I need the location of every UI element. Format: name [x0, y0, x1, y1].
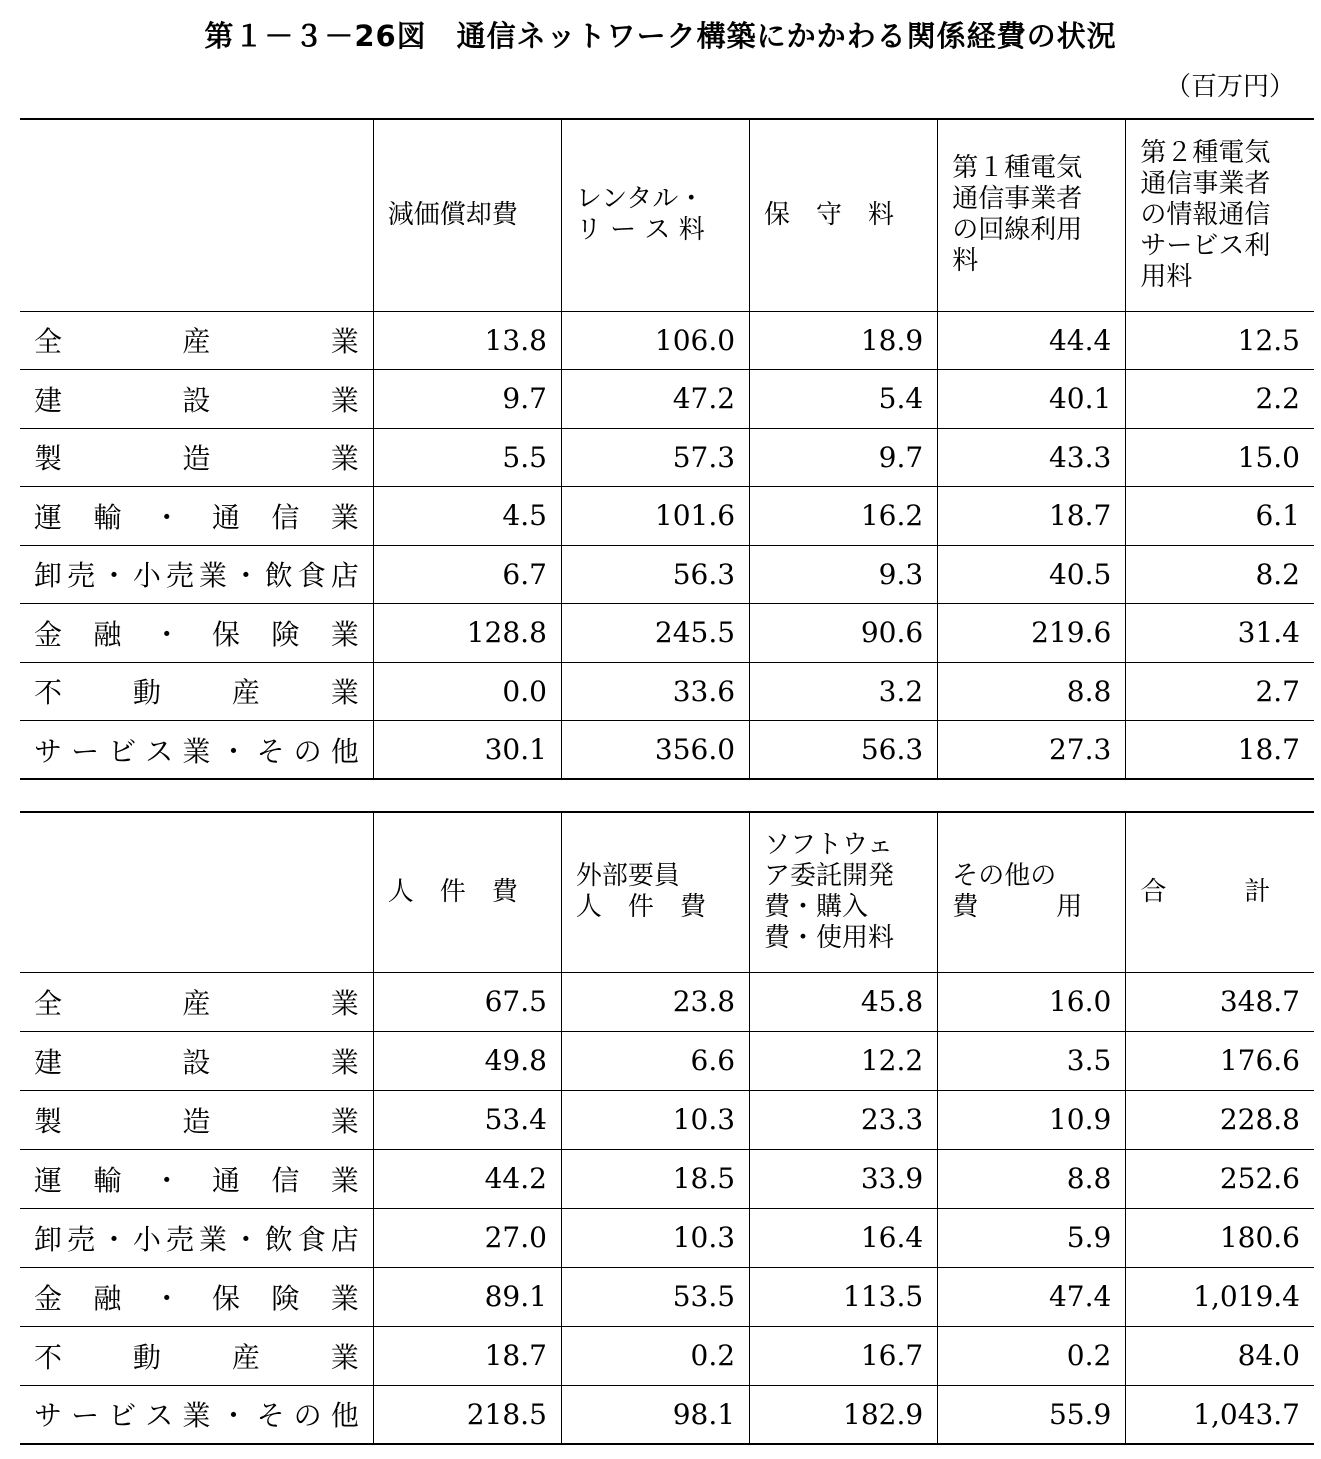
- industry-label: 製造業: [20, 1090, 373, 1149]
- value-cell: 43.3: [938, 428, 1126, 487]
- value-cell: 252.6: [1126, 1149, 1314, 1208]
- value-cell: 0.0: [373, 662, 561, 721]
- value-cell: 47.4: [938, 1267, 1126, 1326]
- industry-label: 全産業: [20, 311, 373, 370]
- value-cell: 348.7: [1126, 972, 1314, 1031]
- value-cell: 27.3: [938, 721, 1126, 780]
- value-cell: 12.2: [750, 1031, 938, 1090]
- value-cell: 356.0: [561, 721, 749, 780]
- table-row: [20, 1149, 1314, 1208]
- value-cell: 18.5: [561, 1149, 749, 1208]
- value-cell: 0.2: [561, 1326, 749, 1385]
- industry-label: 金融・保険業: [20, 604, 373, 663]
- column-header-line: ア委託開発: [764, 861, 895, 892]
- value-cell: 49.8: [373, 1031, 561, 1090]
- table-row: [20, 972, 1314, 1031]
- industry-label: 不動産業: [20, 662, 373, 721]
- value-cell: 245.5: [561, 604, 749, 663]
- value-cell: 57.3: [561, 428, 749, 487]
- table-body: [20, 311, 1314, 779]
- table-row: [20, 428, 1314, 487]
- value-cell: 8.2: [1126, 545, 1314, 604]
- value-cell: 128.8: [373, 604, 561, 663]
- column-header: [561, 119, 749, 311]
- value-cell: 5.5: [373, 428, 561, 487]
- value-cell: 18.7: [938, 487, 1126, 546]
- value-cell: 31.4: [1126, 604, 1314, 663]
- value-cell: 228.8: [1126, 1090, 1314, 1149]
- value-cell: 18.7: [373, 1326, 561, 1385]
- industry-label: 不動産業: [20, 1326, 373, 1385]
- column-header: [1126, 119, 1314, 311]
- industry-label: 運輸・通信業: [20, 487, 373, 546]
- industry-label: サービス業・その他: [20, 721, 373, 780]
- value-cell: 6.6: [561, 1031, 749, 1090]
- column-header-line: 通信事業者: [1140, 168, 1271, 199]
- value-cell: 44.2: [373, 1149, 561, 1208]
- cost-table-lower: [20, 811, 1314, 1445]
- column-header-line: サービス利: [1140, 230, 1271, 261]
- table-row: [20, 487, 1314, 546]
- value-cell: 67.5: [373, 972, 561, 1031]
- industry-label: 運輸・通信業: [20, 1149, 373, 1208]
- header-row: [20, 119, 1314, 311]
- value-cell: 12.5: [1126, 311, 1314, 370]
- table-row: [20, 311, 1314, 370]
- value-cell: 16.7: [750, 1326, 938, 1385]
- value-cell: 15.0: [1126, 428, 1314, 487]
- column-header-line: 用料: [1140, 261, 1193, 292]
- value-cell: 53.4: [373, 1090, 561, 1149]
- value-cell: 89.1: [373, 1267, 561, 1326]
- industry-label: 卸売・小売業・飲食店: [20, 1208, 373, 1267]
- value-cell: 4.5: [373, 487, 561, 546]
- value-cell: 56.3: [750, 721, 938, 780]
- column-header-line: 減価償却費: [387, 199, 518, 230]
- column-header-line: の情報通信: [1140, 199, 1271, 230]
- value-cell: 176.6: [1126, 1031, 1314, 1090]
- table-row: [20, 1031, 1314, 1090]
- value-cell: 9.3: [750, 545, 938, 604]
- table-body: [20, 972, 1314, 1444]
- table-row: [20, 1208, 1314, 1267]
- industry-label: 建設業: [20, 370, 373, 429]
- value-cell: 1,019.4: [1126, 1267, 1314, 1326]
- value-cell: 98.1: [561, 1385, 749, 1444]
- value-cell: 90.6: [750, 604, 938, 663]
- column-header-line: 合 計: [1140, 876, 1271, 907]
- table-row: [20, 1385, 1314, 1444]
- row-label-header: [20, 119, 373, 311]
- column-header: [373, 119, 561, 311]
- industry-label: 建設業: [20, 1031, 373, 1090]
- value-cell: 45.8: [750, 972, 938, 1031]
- value-cell: 18.9: [750, 311, 938, 370]
- unit-label: （百万円）: [1164, 72, 1295, 102]
- value-cell: 40.1: [938, 370, 1126, 429]
- column-header: [750, 119, 938, 311]
- industry-label: サービス業・その他: [20, 1385, 373, 1444]
- value-cell: 30.1: [373, 721, 561, 780]
- value-cell: 182.9: [750, 1385, 938, 1444]
- value-cell: 9.7: [373, 370, 561, 429]
- value-cell: 219.6: [938, 604, 1126, 663]
- column-header-line: 保 守 料: [764, 199, 895, 230]
- value-cell: 180.6: [1126, 1208, 1314, 1267]
- value-cell: 218.5: [373, 1385, 561, 1444]
- column-header-line: 人 件 費: [575, 892, 706, 923]
- value-cell: 5.9: [938, 1208, 1126, 1267]
- header-row: [20, 812, 1314, 972]
- table-row: [20, 1267, 1314, 1326]
- column-header-line: 第２種電気: [1140, 137, 1271, 168]
- value-cell: 56.3: [561, 545, 749, 604]
- value-cell: 2.7: [1126, 662, 1314, 721]
- value-cell: 23.3: [750, 1090, 938, 1149]
- column-header-line: 費・購入: [764, 892, 869, 923]
- value-cell: 55.9: [938, 1385, 1126, 1444]
- row-label-header: [20, 812, 373, 972]
- column-header: [561, 812, 749, 972]
- column-header-line: 費 用: [952, 892, 1083, 923]
- industry-label: 卸売・小売業・飲食店: [20, 545, 373, 604]
- value-cell: 33.9: [750, 1149, 938, 1208]
- value-cell: 33.6: [561, 662, 749, 721]
- value-cell: 16.2: [750, 487, 938, 546]
- column-header: [938, 812, 1126, 972]
- column-header-line: ソフトウェ: [764, 830, 894, 861]
- value-cell: 27.0: [373, 1208, 561, 1267]
- value-cell: 40.5: [938, 545, 1126, 604]
- value-cell: 47.2: [561, 370, 749, 429]
- value-cell: 16.4: [750, 1208, 938, 1267]
- value-cell: 3.2: [750, 662, 938, 721]
- table-row: [20, 721, 1314, 780]
- value-cell: 8.8: [938, 1149, 1126, 1208]
- value-cell: 5.4: [750, 370, 938, 429]
- value-cell: 6.1: [1126, 487, 1314, 546]
- cost-table-upper: [20, 118, 1314, 780]
- column-header-line: レンタル・: [575, 184, 705, 215]
- industry-label: 金融・保険業: [20, 1267, 373, 1326]
- table-row: [20, 545, 1314, 604]
- value-cell: 44.4: [938, 311, 1126, 370]
- column-header-line: 人 件 費: [387, 876, 518, 907]
- table-row: [20, 370, 1314, 429]
- column-header-line: 外部要員: [575, 861, 680, 892]
- column-header-line: 通信事業者: [952, 184, 1083, 215]
- column-header-line: 料: [952, 246, 979, 277]
- value-cell: 0.2: [938, 1326, 1126, 1385]
- value-cell: 8.8: [938, 662, 1126, 721]
- column-header-line: その他の: [952, 861, 1057, 892]
- industry-label: 製造業: [20, 428, 373, 487]
- value-cell: 18.7: [1126, 721, 1314, 780]
- column-header: [373, 812, 561, 972]
- value-cell: 10.3: [561, 1208, 749, 1267]
- value-cell: 1,043.7: [1126, 1385, 1314, 1444]
- column-header-line: リ ー ス 料: [575, 215, 705, 246]
- value-cell: 101.6: [561, 487, 749, 546]
- value-cell: 13.8: [373, 311, 561, 370]
- column-header-line: 第１種電気: [952, 153, 1083, 184]
- value-cell: 84.0: [1126, 1326, 1314, 1385]
- value-cell: 10.9: [938, 1090, 1126, 1149]
- figure-title: 第１－３－26図 通信ネットワーク構築にかかわる関係経費の状況: [204, 19, 1117, 53]
- value-cell: 23.8: [561, 972, 749, 1031]
- table-row: [20, 604, 1314, 663]
- column-header-line: 費・使用料: [764, 923, 895, 954]
- value-cell: 9.7: [750, 428, 938, 487]
- table-row: [20, 1090, 1314, 1149]
- column-header: [938, 119, 1126, 311]
- column-header-line: の回線利用: [952, 215, 1083, 246]
- value-cell: 6.7: [373, 545, 561, 604]
- industry-label: 全産業: [20, 972, 373, 1031]
- table-row: [20, 662, 1314, 721]
- value-cell: 3.5: [938, 1031, 1126, 1090]
- value-cell: 10.3: [561, 1090, 749, 1149]
- value-cell: 106.0: [561, 311, 749, 370]
- table-row: [20, 1326, 1314, 1385]
- column-header: [750, 812, 938, 972]
- value-cell: 113.5: [750, 1267, 938, 1326]
- value-cell: 2.2: [1126, 370, 1314, 429]
- value-cell: 53.5: [561, 1267, 749, 1326]
- column-header: [1126, 812, 1314, 972]
- value-cell: 16.0: [938, 972, 1126, 1031]
